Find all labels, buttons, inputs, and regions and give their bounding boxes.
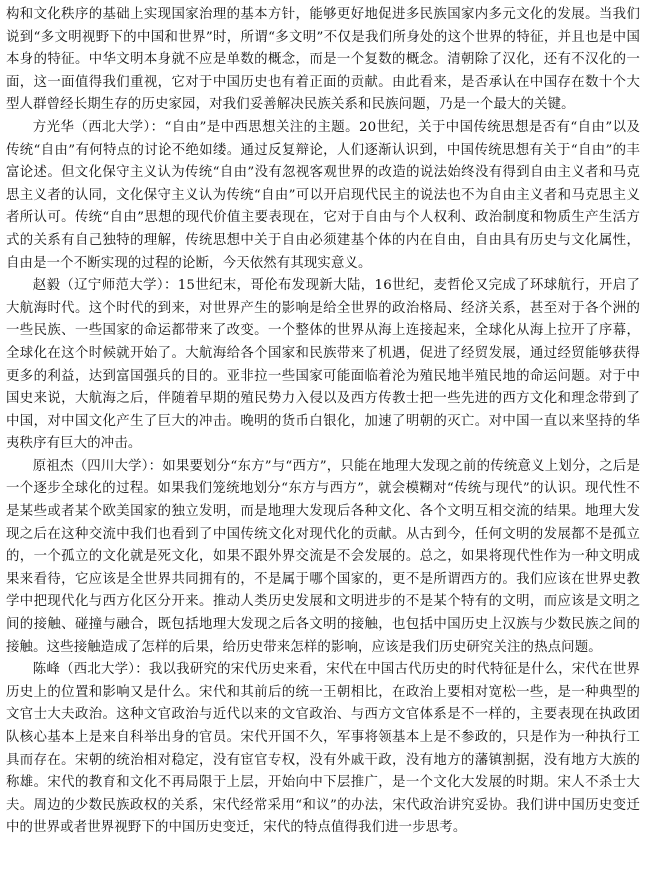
paragraph-continuation: 构和文化秩序的基础上实现国家治理的基本方针，能够更好地促进多民族国家内多元文化的发展。当我们说到“多文明视野下的中国和世界”时，所谓“多文明”不仅是我们所身处的这个世界的特征，并且也是中国本身的特征。中华文明本身就不应是单数的概念，而是一个复数的概念。清朝除了汉化，还有不汉化的一面，这一面值得我们重视，它对于中国历史也有着正面的贡献。由此看来，是否承认在中国存在数十个大型人群曾经长期生存的历史家园，对我们妥善解决民族关系和民族问题，乃是一个最大的关键。 [6, 7, 640, 113]
paragraph-yuan-zujie: 原祖杰（四川大学）：如果要划分“东方”与“西方”，只能在地理大发现之前的传统意义上划分，之后是一个逐步全球化的过程。如果我们笼统地划分“东方与西方”，就会模糊对“传统与现代”的认识。现代性不是某些或者某个欧美国家的独立发明，而是地理大发现后各种文化、各个文明互相交流的结果。地理大发现之后在这种交流中我们也看到了中国传统文化对现代化的贡献。从古到今，任何文明的发展都不是孤立的，一个孤立的文化就是死文化，如果不跟外界交流是不会发展的。总之，如果将现代性作为一种文明成果来看待，它应该是全世界共同拥有的，不是属于哪个国家的，更不是所谓西方的。我们应该在世界史教学中把现代化与西方化区分开来。推动人类历史发展和文明进步的不是某个特有的文明，而应该是文明之间的接触、碰撞与融合，既包括地理大发现之后各文明的接触，也包括中国历史上汉族与少数民族之间的接触。这些接触造成了怎样的后果，给历史带来怎样的影响，应该是我们历史研究关注的热点问题。 [6, 458, 640, 655]
paragraph-fang-guanghua: 方光华（西北大学）：“自由”是中西思想关注的主题。20世纪，关于中国传统思想是否有“自由”以及传统“自由”有何特点的讨论不绝如缕。通过反复辩论，人们逐渐认识到，中国传统思想有关于“自由”的丰富论述。但文化保守主义认为传统“自由”没有忽视客观世界的改造的说法始终没有得到自由主义者和马克思主义者的认同，文化保守主义认为传统“自由”可以开启现代民主的说法也不为自由主义者和马克思主义者所认可。传统“自由”思想的现代价值主要表现在，它对于自由与个人权利、政治制度和物质生产生活方式的关系有自己独特的理解，传统思想中关于自由必须建基个体的内在自由，自由具有历史与文化属性，自由是一个不断实现的过程的论断，今天依然有其现实意义。 [6, 119, 640, 271]
paragraph-zhao-yi: 赵毅（辽宁师范大学）：15世纪末，哥伦布发现新大陆，16世纪，麦哲伦又完成了环球航行，开启了大航海时代。这个时代的到来，对世界产生的影响是给全世界的政治格局、经济关系，甚至对于各个洲的一些民族、一些国家的命运都带来了改变。一个整体的世界从海上连接起来，全球化从海上拉开了序幕，全球化在这个时候就开始了。大航海给各个国家和民族带来了机遇，促进了经贸发展，通过经贸能够获得更多的利益，达到富国强兵的目的。亚非拉一些国家可能面临着沦为殖民地半殖民地的命运问题。对于中国史来说，大航海之后，伴随着早期的殖民势力入侵以及西方传教士把一些先进的西方文化和理念带到了中国，对中国文化产生了巨大的冲击。晚明的货币白银化，加速了明朝的灭亡。对中国一直以来坚持的华夷秩序有巨大的冲击。 [6, 278, 640, 452]
paragraph-chen-feng: 陈峰（西北大学）：我以我研究的宋代历史来看，宋代在中国古代历史的时代特征是什么，宋代在世界历史上的位置和影响又是什么。宋代和其前后的统一王朝相比，在政治上要相对宽松一些，是一种典型的文官士大夫政治。这种文官政治与近代以来的文官政治、与西方文官体系是不一样的，主要表现在执政团队核心基本上是来自科举出身的官员。宋代开国不久，军事将领基本上是不参政的，只是作为一种执行工具而存在。宋朝的统治相对稳定，没有宦官专权，没有外戚干政，没有地方的藩镇割据，没有地方大族的称雄。宋代的教育和文化不再局限于上层，开始向中下层推广，是一个文化大发展的时期。宋人不杀士大夫。周边的少数民族政权的关系，宋代经常采用“和议”的办法，宋代政治讲究妥协。我们讲中国历史变迁中的世界或者世界视野下的中国历史变迁，宋代的特点值得我们进一步思考。 [6, 662, 640, 836]
